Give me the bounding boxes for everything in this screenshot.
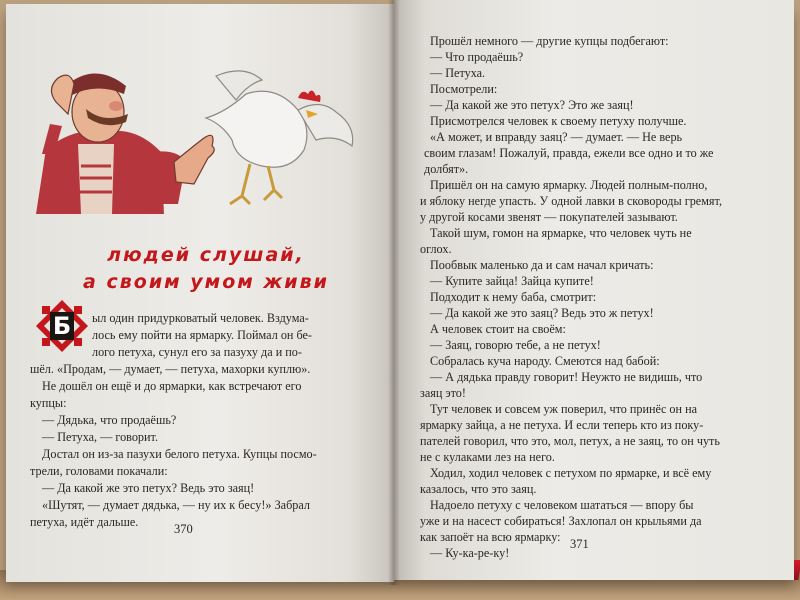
text-line: лого петуха, сунул его за пазуху да и по- [92,345,302,359]
text-line: как запоёт на всю ярмарку: [420,530,561,544]
text-line: и яблоку негде упасть. У одной лавки в сковороды гремят, [420,194,722,208]
text-line: Собралась куча народу. Смеются над бабой: [430,354,660,368]
text-line: пателей говорил, что это, мол, петух, а не заяц, то он чуть [420,434,720,448]
text-line: Прошёл немного — другие купцы подбегают: [430,34,669,48]
text-line: — Что продаёшь? [430,50,524,64]
text-line: у другой косами звенят — покупателей зазывают. [420,210,678,224]
text-line: уже и на насест собираться! Захлопал он крыльями да [420,514,702,528]
text-line: ярмарку зайца, а не петуха. И если теперь кто из поку- [420,418,704,432]
book-gutter [388,0,400,585]
text-line: А человек стоит на своём: [430,322,566,336]
text-line: Тут человек и совсем уж поверил, что принёс он на [430,402,698,416]
text-line: долбят». [424,162,469,176]
text-line: казалось, что это заяц. [420,482,537,496]
story-title-line: а своим умом живи [83,271,329,293]
drop-cap-letter: Б [50,312,74,340]
text-line: — Ку-ка-ре-ку! [430,546,510,560]
text-line: Такой шум, гомон на ярмарке, что человек чуть не [430,226,692,240]
text-line: Пришёл он на самую ярмарку. Людей полным-полно, [430,178,708,192]
left-page [6,4,394,582]
page-number: 371 [570,537,589,551]
page-number: 370 [174,522,193,536]
text-line: «Шутят, — думает дядька, — ну их к бесу!» Забрал [42,498,310,512]
text-line: — Дядька, что продаёшь? [42,413,177,427]
text-line: петуха, идёт дальше. [30,515,139,529]
rooster-figure [206,71,353,204]
text-line: — Петуха, — говорит. [42,430,158,444]
right-page [394,0,794,580]
text-line: Достал он из-за пазухи белого петуха. Купцы посмо- [42,447,317,461]
man-figure [36,73,214,214]
text-line: Подходит к нему баба, смотрит: [430,290,597,304]
text-line: заяц это! [420,386,466,400]
text-line: ыл один придурковатый человек. Вздума- [92,311,309,325]
text-line: не с кулаками лез на него. [420,450,555,464]
story-title-line: людей слушай, [107,244,305,266]
text-line: трели, головами покачали: [30,464,168,478]
text-line: своим глазам! Пожалуй, правда, ежели все одно и то же [424,146,714,160]
text-line: оглох. [420,242,452,256]
text-line: Пообвык маленько да и сам начал кричать: [430,258,654,272]
text-line: Присмотрелся человек к своему петуху получше. [430,114,687,128]
man-and-rooster-illustration [36,54,366,219]
text-line: Надоело петуху с человеком шататься — впору бы [430,498,694,512]
text-line: купцы: [30,396,67,410]
text-line: шёл. «Продам, — думает, — петуха, махорки куплю». [30,362,311,376]
text-line: Не дошёл он ещё и до ярмарки, как встречают его [42,379,302,393]
drop-cap-ornament [36,300,88,352]
text-line: — Петуха. [430,66,486,80]
text-line: Ходил, ходил человек с петухом по ярмарке, и всё ему [430,466,712,480]
text-line: — Да какой же это заяц? Ведь это ж петух! [430,306,654,320]
text-line: «А может, и вправду заяц? — думает. — Не верь [430,130,683,144]
text-line: — Купите зайца! Зайца купите! [430,274,594,288]
text-line: — Заяц, говорю тебе, а не петух! [430,338,601,352]
text-line: — А дядька правду говорит! Неужто не видишь, что [430,370,703,384]
text-line: Посмотрели: [430,82,498,96]
text-line: — Да какой же это петух? Это же заяц! [430,98,634,112]
story-title [46,242,366,296]
text-line: — Да какой же это петух? Ведь это заяц! [42,481,255,495]
text-line: лось ему пойти на ярмарку. Поймал он бе- [92,328,312,342]
